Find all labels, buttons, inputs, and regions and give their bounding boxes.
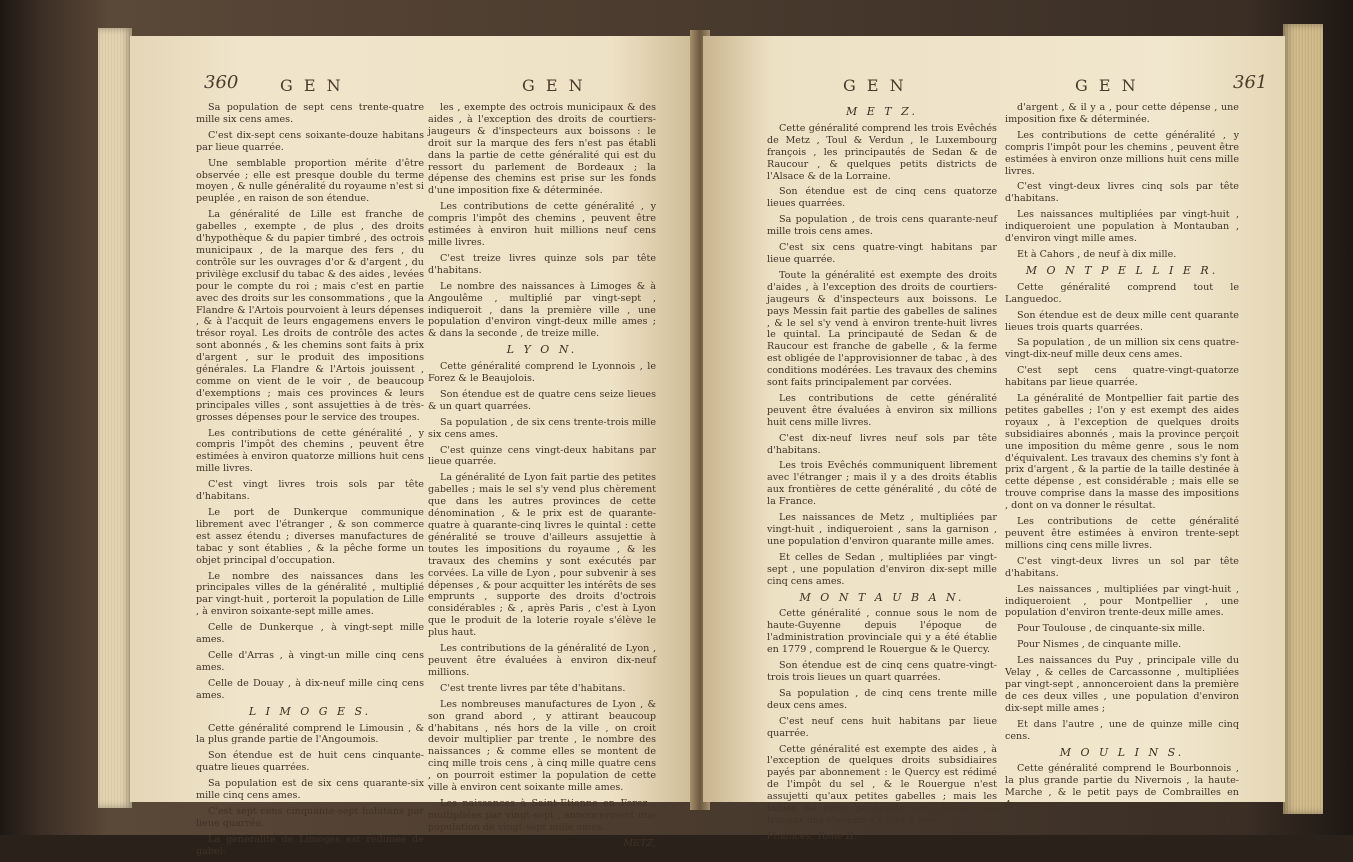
paragraph: Celle de Douay , à dix-neuf mille cinq cens ames. — [196, 677, 424, 701]
paragraph: La généralité de Montpellier fait partie des petites gabelles ; l'on y est exempt des aides royaux , à l'exception de quelques droits subsidiaires abonnés , mais la province perçoit une imposition du même genre , sous le nom d'équivalent. Les travaux des chemins s'y font à prix d'argent , & la partie de la taille destinée à cette dépense , est considérable ; mais elle se trouve comprise dans la masse des impositions , dont on va donner le résultat. — [1005, 393, 1239, 512]
paragraph: C'est treize livres quinze sols par tête d'habitans. — [428, 252, 656, 276]
paragraph: C'est trente livres par tête d'habitans. — [440, 682, 626, 694]
paragraph: C'est six cens quatre-vingt habitans par lieue quarrée. — [767, 242, 997, 265]
paragraph: Une semblable proportion mérite d'être observée ; elle est presque double du terme moyen , & nulle généralité du royaume n'est si peuplée , en raison de son étendue. — [196, 157, 424, 205]
left-page-edges — [98, 28, 132, 808]
paragraph: Celle d'Arras , à vingt-un mille cinq cens ames. — [196, 649, 424, 673]
catchword: Z z — [1224, 815, 1239, 827]
paragraph: C'est vingt-deux livres cinq sols par tête d'habitans. — [1005, 181, 1239, 205]
paragraph: Les contributions de cette généralité , y compris l'impôt des chemins , peuvent être estimées à environ huit millions neuf cens mille livres. — [428, 201, 656, 248]
paragraph: Sa population est de six cens quarante-six mille cinq cens ames. — [196, 778, 424, 802]
left-folio: 360 — [204, 72, 239, 93]
paragraph: Son étendue est de huit cens cinquante-quatre lieues quarrées. — [196, 750, 424, 774]
paragraph: Son étendue est de quatre cens seize lieues & un quart quarrées. — [428, 388, 656, 412]
paragraph: Les trois Evêchés communiquent librement avec l'étranger ; mais il y a des droits établis aux frontières de cette généralité , du côté de la France. — [767, 460, 997, 508]
paragraph: Et celles de Sedan , multipliées par vingt-sept , une population d'environ dix-sept mille cinq cens ames. — [767, 551, 997, 587]
left-running-head-a: G E N — [280, 76, 344, 95]
paragraph: Les naissances multipliées par vingt-huit , indiqueroient une population à Montauban , d'environ vingt mille ames. — [1005, 209, 1239, 245]
right-page — [703, 36, 1285, 842]
section-title: L I M O G E S. — [248, 704, 372, 718]
paragraph: Cette généralité comprend les trois Evêchés de Metz , Toul & Verdun , le Luxembourg françois , les principautés de Sedan & de Raucour , & quelques petits districts de l'Alsace & de la Lorraine. — [767, 122, 997, 182]
left-column-1 — [196, 102, 424, 862]
paragraph: Pour Toulouse , de cinquante-six mille. — [1017, 623, 1206, 635]
paragraph: Les contributions de cette généralité peuvent être estimées à environ trente-sept millions cinq cens mille livres. — [1005, 516, 1239, 551]
section-title: L Y O N. — [506, 343, 578, 357]
paragraph: Son étendue est de cinq cens quatorze lieues quarrées. — [767, 186, 997, 210]
section-title: M O N T A U B A N. — [799, 590, 965, 604]
paragraph: C'est dix-neuf livres neuf sols par tête d'habitans. — [767, 432, 997, 456]
paragraph: d'argent , & il y a , pour cette dépense , une imposition fixe & déterminée. — [1005, 102, 1239, 125]
right-page-edges — [1283, 24, 1323, 814]
paragraph: Les nombreuses manufactures de Lyon , & son grand abord , y attirant beaucoup d'habitans , nés hors de la ville , on croit devoir multiplier par trente , le nombre des naissances ; & comme elles se montent de cinq mille trois cens , à cinq mille quatre cens , on pourroit estimer la population de cette ville à environ cent soixante mille ames. — [428, 698, 656, 794]
section-title: M E T Z. — [845, 105, 919, 118]
paragraph: La généralité de Limoges est rédimée de gabel- — [196, 833, 424, 857]
paragraph: Les contributions de cette généralité , y compris l'impôt pour les chemins , peuvent être estimées à environ onze millions huit cens mille livres. — [1005, 129, 1239, 177]
right-running-head-a: G E N — [843, 76, 907, 95]
paragraph: Celle de Dunkerque , à vingt-sept mille ames. — [196, 622, 424, 646]
paragraph: C'est dix-sept cens soixante-douze habitans par lieue quarrée. — [196, 129, 424, 153]
section-title: M O U L I N S. — [1059, 745, 1185, 759]
catchword: METZ, — [623, 837, 656, 849]
paragraph: C'est vingt livres trois sols par tête d'habitans. — [196, 479, 424, 503]
paragraph: Toute la généralité est exempte des droits d'aides , à l'exception des droits de courtiers-jaugeurs & d'inspecteurs aux boissons. Le pays Messin fait partie des gabelles de salines , & le sel s'y vend à environ trente-huit livres le quintal. La principauté de Sedan & de Raucour est franche de gabelle , & la ferme est obligée de l'approvisionner de tabac , à des conditions modérées. Les travaux des chemins sont faits principalement par corvées. — [767, 269, 997, 389]
paragraph: Son étendue est de deux mille cent quarante lieues trois quarts quarrées. — [1005, 309, 1239, 333]
paragraph: Son étendue est de cinq cens quatre-vingt-trois trois lieues un quart quarrées. — [767, 660, 997, 683]
paragraph: C'est quinze cens vingt-deux habitans par lieue quarrée. — [428, 444, 656, 468]
left-running-head-b: G E N — [522, 76, 586, 95]
paragraph: Cette généralité comprend tout le Languedoc. — [1005, 281, 1239, 305]
paragraph: Sa population , de cinq cens trente mille deux cens ames. — [767, 687, 997, 711]
paragraph: Cette généralité comprend le Limousin , & la plus grande partie de l'Angoumois. — [196, 722, 424, 746]
paragraph: Et à Cahors , de neuf à dix mille. — [1017, 248, 1177, 260]
paragraph: Sa population , de trois cens quarante-neuf mille trois cens ames. — [767, 214, 997, 238]
paragraph: Pour Nismes , de cinquante mille. — [1017, 639, 1182, 651]
right-folio: 361 — [1233, 72, 1268, 93]
paragraph: C'est neuf cens huit habitans par lieue quarrée. — [767, 715, 997, 739]
paragraph: C'est sept cens cinquante-sept habitans par lieue quarrée. — [196, 805, 424, 829]
paragraph: Cette généralité comprend le Lyonnois , le Forez & le Beaujolois. — [428, 361, 656, 385]
paragraph: Les contributions de cette généralité , y compris l'impôt des chemins , peuvent être estimées à environ quatorze millions huit cens mille livres. — [196, 427, 424, 475]
right-column-1 — [767, 102, 997, 847]
section-title: M O N T P E L L I E R. — [1025, 263, 1219, 277]
paragraph: Les contributions de cette généralité peuvent être évaluées à environ six millions huit cens mille livres. — [767, 392, 997, 428]
paragraph: La généralité de Lille est franche de gabelles , exempte , de plus , des droits d'hypothèque & du papier timbré , des octrois municipaux , de la marque des fers , du contrôle sur les ouvrages d'or & d'argent , du privilège exclusif du tabac & des aides , levées pour le compte du roi ; mais c'est en partie avec des droits sur les consommations , que la Flandre & l'Artois pourvoient à leurs dépenses , & à l'acquit de leurs engagemens envers le trésor royal. Les droits de contrôle des actes sont abonnés , & les chemins sont faits à prix d'argent , sur le produit des impositions générales. La Flandre & l'Artois jouissent , comme on vient de le voir , de beaucoup d'exemptions ; mais ces provinces & leurs principales villes , sont assujetties à de très-grosses dépenses pour le service des troupes. — [196, 209, 424, 423]
paragraph: les , exempte des octrois municipaux & des aides , à l'exception des droits de courtiers-jaugeurs & d'inspecteurs aux boissons : le droit sur la marque des fers n'est pas établi dans la partie de cette généralité qui est du ressort du parlement de Bordeaux ; la dépense des chemins est prise sur les fonds d'une imposition fixe & déterminée. — [428, 102, 656, 197]
paragraph: Sa population , de six cens trente-trois mille six cens ames. — [428, 416, 656, 440]
paragraph: Les naissances du Puy , principale ville du Velay , & celles de Carcassonne , multipliées par vingt-sept , annonceroient dans la première de ces deux villes , une population d'environ dix-sept mille ames ; — [1005, 655, 1239, 714]
right-column-2 — [1005, 102, 1239, 831]
paragraph: La généralité de Lyon fait partie des petites gabelles ; mais le sel s'y vend plus chèrement que dans les autres provinces de cette dénomination , & le prix est de quarante-quatre à quarante-cinq livres le quintal : cette généralité se trouve d'ailleurs assujettie à toutes les impositions du royaume , & les travaux des chemins y sont exécutés par corvées. La ville de Lyon , pour subvenir à ses dépenses , & pour acquitter les intérêts de ses emprunts , supporte des droits d'octrois considérables ; & , après Paris , c'est à Lyon que le produit de la loterie royale s'élève le plus haut. — [428, 472, 656, 639]
paragraph: Cette généralité comprend le Bourbonnois , la plus grande partie du Nivernois , la haute-Marche , & le petit pays de Combrailles en Auvergne. — [1005, 763, 1239, 811]
paragraph: Sa population , de un million six cens quatre-vingt-dix-neuf mille deux cens ames. — [1005, 337, 1239, 361]
paragraph: Sa population de sept cens trente-quatre mille six cens ames. — [196, 102, 424, 125]
left-column-2 — [428, 102, 656, 854]
catchword: Finances, Tome II. — [767, 830, 857, 842]
right-running-head-b: G E N — [1075, 76, 1139, 95]
paragraph: Et dans l'autre , une de quinze mille cinq cens. — [1005, 718, 1239, 742]
paragraph: Les naissances de Metz , multipliées par vingt-huit , indiqueroient , sans la garnison , une population d'environ quarante mille ames. — [767, 512, 997, 547]
paragraph: C'est sept cens quatre-vingt-quatorze habitans par lieue quarrée. — [1005, 365, 1239, 389]
paragraph: C'est vingt-deux livres un sol par tête d'habitans. — [1005, 555, 1239, 579]
paragraph: Cette généralité , connue sous le nom de haute-Guyenne depuis l'époque de l'administration provinciale qui y a été établie en 1779 , comprend le Rouergue & le Quercy. — [767, 608, 997, 656]
paragraph: Cette généralité est exempte des aides , à l'exception de quelques droits subsidiaires payés par abonnement : le Quercy est rédimé de l'impôt du sel , & le Rouergue n'est assujetti qu'aux petites gabelles ; mais les tailles de cette généralité sont fortes. Les travaux des chemins s'y font à prix — [767, 743, 997, 826]
paragraph: Les naissances à Saint-Etienne en Forez , multipliées par vingt-sept , annonceroient une population de vingt-sept mille ames. — [428, 797, 656, 833]
paragraph: Le nombre des naissances à Limoges & à Angoulême , multiplié par vingt-sept , indiqueroit , dans la première ville , une population d'environ vingt-deux mille ames ; & dans la seconde , de treize mille. — [428, 280, 656, 340]
left-page — [130, 36, 696, 857]
paragraph: Le port de Dunkerque communique librement avec l'étranger , & son commerce est assez étendu ; diverses manufactures de tabac y sont établies , & la pêche forme un objet principal d'occupation. — [196, 507, 424, 566]
paragraph: Les naissances , multipliées par vingt-huit , indiqueroient , pour Montpellier , une population d'environ trente-deux mille ames. — [1005, 583, 1239, 619]
paragraph: Les contributions de la généralité de Lyon , peuvent être évaluées à environ dix-neuf millions. — [428, 643, 656, 678]
paragraph: Le nombre des naissances dans les principales villes de la généralité , multiplié par vingt-huit , porteroit la population de Lille , à environ soixante-sept mille ames. — [196, 570, 424, 618]
